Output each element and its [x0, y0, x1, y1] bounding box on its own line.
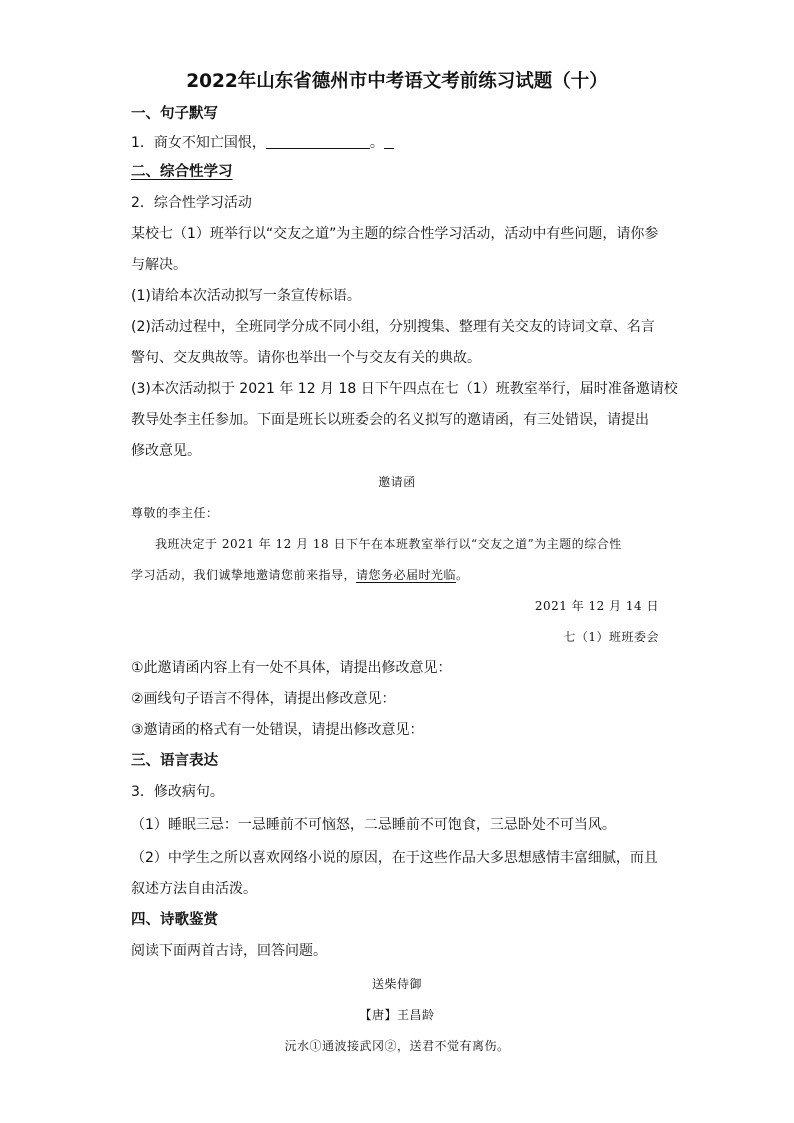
question-3-item-1: （1）睡眠三忌：一忌睡前不可恼怒，二忌睡前不可饱食，三忌卧处不可当风。: [131, 817, 616, 833]
question-2-part-2-line-2: 警句、交友典故等。请你也举出一个与交友有关的典故。: [131, 350, 481, 366]
poem-line-1: 沅水①通波接武冈②，送君不觉有离伤。: [284, 1039, 510, 1053]
letter-greeting: 尊敬的李主任：: [131, 506, 219, 520]
poem-author: 【唐】王昌龄: [359, 1008, 435, 1022]
sub-question-a: ①此邀请函内容上有一处不具体，请提出修改意见：: [131, 660, 452, 676]
poem-title: 送柴侍御: [371, 977, 422, 991]
question-2-part-1: (1)请给本次活动拟写一条宣传标语。: [131, 288, 361, 304]
underlined-sentence: 请您务必届时光临: [356, 568, 457, 582]
sub-question-b: ②画线句子语言不得体，请提出修改意见：: [131, 691, 396, 707]
question-2-head: 2．综合性学习活动: [131, 195, 252, 211]
question-2-intro-line-1: 某校七（1）班举行以“交友之道”为主题的综合性学习活动，活动中有些问题，请你参: [131, 226, 659, 242]
section-heading-recitation: 一、句子默写: [131, 106, 218, 122]
question-2-part-3-line-3: 修改意见。: [131, 443, 201, 459]
question-3-item-2-line-1: （2）中学生之所以喜欢网络小说的原因，在于这些作品大多思想感情丰富细腻，而且: [131, 850, 658, 866]
letter-body-line-2: [131, 565, 469, 585]
letter-signer: 七（1）班班委会: [563, 630, 659, 644]
question-2-intro-line-2: 与解决。: [131, 257, 187, 273]
question-1: [131, 133, 394, 153]
question-2-part-3-line-2: 教导处李主任参加。下面是班长以班委会的名义拟写的邀请函，有三处错误，请提出: [131, 412, 649, 428]
sub-question-c: ③邀请函的格式有一处错误，请提出修改意见：: [131, 722, 424, 738]
question-3-head: 3．修改病句。: [131, 784, 224, 800]
letter-title: 邀请函: [378, 475, 416, 489]
question-1-end: 。: [369, 135, 384, 151]
question-3-item-2-line-2: 叙述方法自由活泼。: [131, 881, 257, 897]
answer-blank-tail: [384, 134, 394, 149]
section-heading-integrated-learning: 二、综合性学习: [131, 164, 233, 180]
question-4-intro: 阅读下面两首古诗，回答问题。: [131, 943, 327, 959]
section-heading-poetry: 四、诗歌鉴赏: [131, 912, 218, 928]
question-1-text: 1．商女不知亡国恨，: [131, 135, 266, 151]
page-title: 2022年山东省德州市中考语文考前练习试题（十）: [186, 71, 608, 92]
section-heading-language-expression: 三、语言表达: [131, 753, 218, 769]
question-2-part-3-line-1: (3)本次活动拟于 2021 年 12 月 18 日下午四点在七（1）班教室举行，届时准备邀请校: [131, 381, 678, 397]
question-2-part-2-line-1: (2)活动过程中，全班同学分成不同小组，分别搜集、整理有关交友的诗词文章、名言: [131, 319, 655, 335]
letter-body-text: 学习活动，我们诚挚地邀请您前来指导，: [131, 568, 357, 582]
letter-body-line-1: 我班决定于 2021 年 12 月 18 日下午在本班教室举行以“交友之道”为主题的综合性: [155, 537, 622, 551]
letter-date: 2021 年 12 月 14 日: [534, 599, 659, 613]
letter-body-end: 。: [456, 568, 469, 582]
answer-blank[interactable]: [266, 134, 370, 149]
